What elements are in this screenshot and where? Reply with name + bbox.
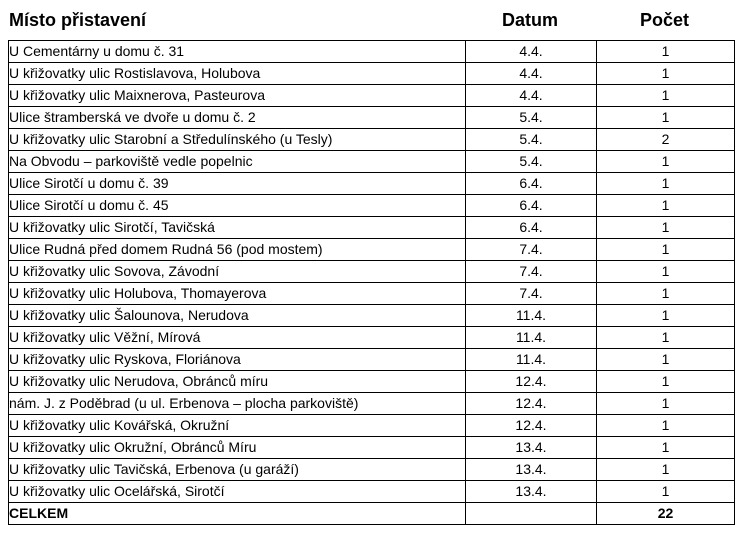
cell-date: 11.4. bbox=[466, 327, 597, 349]
cell-place: U křižovatky ulic Okružní, Obránců Míru bbox=[9, 437, 466, 459]
cell-place: U křižovatky ulic Kovářská, Okružní bbox=[9, 415, 466, 437]
header-date: Datum bbox=[501, 10, 558, 30]
cell-count: 1 bbox=[597, 327, 735, 349]
cell-place: U křižovatky ulic Holubova, Thomayerova bbox=[9, 283, 466, 305]
cell-date: 11.4. bbox=[466, 349, 597, 371]
cell-date: 12.4. bbox=[466, 415, 597, 437]
table-row bbox=[9, 349, 735, 371]
cell-place: U křižovatky ulic Ocelářská, Sirotčí bbox=[9, 481, 466, 503]
table-row bbox=[9, 459, 735, 481]
cell-count: 1 bbox=[597, 63, 735, 85]
cell-count: 1 bbox=[597, 217, 735, 239]
cell-date: 7.4. bbox=[466, 239, 597, 261]
cell-place: U křižovatky ulic Starobní a Středulínského (u Tesly) bbox=[9, 129, 466, 151]
table-row bbox=[9, 415, 735, 437]
cell-count: 1 bbox=[597, 173, 735, 195]
cell-place: Ulice Sirotčí u domu č. 39 bbox=[9, 173, 466, 195]
cell-count: 1 bbox=[597, 151, 735, 173]
total-label: CELKEM bbox=[9, 503, 466, 525]
cell-count: 1 bbox=[597, 459, 735, 481]
table-row bbox=[9, 239, 735, 261]
cell-count: 1 bbox=[597, 261, 735, 283]
cell-date: 7.4. bbox=[466, 283, 597, 305]
cell-place: Na Obvodu – parkoviště vedle popelnic bbox=[9, 151, 466, 173]
cell-date: 6.4. bbox=[466, 195, 597, 217]
cell-date: 13.4. bbox=[466, 481, 597, 503]
table-row bbox=[9, 371, 735, 393]
cell-place: Ulice Sirotčí u domu č. 45 bbox=[9, 195, 466, 217]
table-row bbox=[9, 217, 735, 239]
cell-date: 5.4. bbox=[466, 107, 597, 129]
table-row bbox=[9, 283, 735, 305]
cell-count: 1 bbox=[597, 349, 735, 371]
cell-date: 5.4. bbox=[466, 151, 597, 173]
cell-place: U křižovatky ulic Šalounova, Nerudova bbox=[9, 305, 466, 327]
cell-place: U křižovatky ulic Rostislavova, Holubova bbox=[9, 63, 466, 85]
cell-place: U křižovatky ulic Sirotčí, Tavičská bbox=[9, 217, 466, 239]
cell-count: 1 bbox=[597, 239, 735, 261]
cell-date: 11.4. bbox=[466, 305, 597, 327]
total-count: 22 bbox=[597, 503, 735, 525]
cell-place: nám. J. z Poděbrad (u ul. Erbenova – plocha parkoviště) bbox=[9, 393, 466, 415]
table-row bbox=[9, 85, 735, 107]
cell-count: 1 bbox=[597, 283, 735, 305]
table-row bbox=[9, 393, 735, 415]
table-row bbox=[9, 107, 735, 129]
cell-count: 1 bbox=[597, 393, 735, 415]
cell-count: 1 bbox=[597, 415, 735, 437]
table-row bbox=[9, 151, 735, 173]
cell-count: 1 bbox=[597, 85, 735, 107]
cell-place: U Cementárny u domu č. 31 bbox=[9, 41, 466, 63]
table-row bbox=[9, 41, 735, 63]
cell-date: 12.4. bbox=[466, 371, 597, 393]
cell-place: Ulice Rudná před domem Rudná 56 (pod mostem) bbox=[9, 239, 466, 261]
cell-count: 1 bbox=[597, 437, 735, 459]
cell-place: U křižovatky ulic Tavičská, Erbenova (u garáží) bbox=[9, 459, 466, 481]
cell-count: 1 bbox=[597, 371, 735, 393]
total-date bbox=[466, 503, 597, 525]
cell-count: 1 bbox=[597, 107, 735, 129]
table-row bbox=[9, 261, 735, 283]
table-row bbox=[9, 327, 735, 349]
table-body bbox=[9, 41, 735, 525]
cell-place: U křižovatky ulic Maixnerova, Pasteurova bbox=[9, 85, 466, 107]
cell-count: 1 bbox=[597, 41, 735, 63]
cell-count: 2 bbox=[597, 129, 735, 151]
cell-date: 5.4. bbox=[466, 129, 597, 151]
cell-date: 4.4. bbox=[466, 63, 597, 85]
total-row bbox=[9, 503, 735, 525]
table-row bbox=[9, 481, 735, 503]
table-row bbox=[9, 129, 735, 151]
table-header bbox=[0, 0, 742, 40]
cell-date: 6.4. bbox=[466, 173, 597, 195]
table-row bbox=[9, 305, 735, 327]
header-place: Místo přistavení bbox=[9, 10, 147, 30]
cell-place: U křižovatky ulic Nerudova, Obránců míru bbox=[9, 371, 466, 393]
cell-count: 1 bbox=[597, 481, 735, 503]
table-row bbox=[9, 63, 735, 85]
cell-count: 1 bbox=[597, 195, 735, 217]
cell-date: 6.4. bbox=[466, 217, 597, 239]
cell-place: Ulice štramberská ve dvoře u domu č. 2 bbox=[9, 107, 466, 129]
cell-date: 4.4. bbox=[466, 41, 597, 63]
cell-place: U křižovatky ulic Sovova, Závodní bbox=[9, 261, 466, 283]
cell-count: 1 bbox=[597, 305, 735, 327]
cell-place: U křižovatky ulic Ryskova, Floriánova bbox=[9, 349, 466, 371]
cell-date: 12.4. bbox=[466, 393, 597, 415]
collection-points-table bbox=[8, 40, 735, 525]
table-row bbox=[9, 437, 735, 459]
cell-date: 7.4. bbox=[466, 261, 597, 283]
table-row bbox=[9, 173, 735, 195]
header-count: Počet bbox=[639, 10, 690, 30]
cell-date: 13.4. bbox=[466, 459, 597, 481]
cell-place: U křižovatky ulic Věžní, Mírová bbox=[9, 327, 466, 349]
table-row bbox=[9, 195, 735, 217]
cell-date: 13.4. bbox=[466, 437, 597, 459]
cell-date: 4.4. bbox=[466, 85, 597, 107]
